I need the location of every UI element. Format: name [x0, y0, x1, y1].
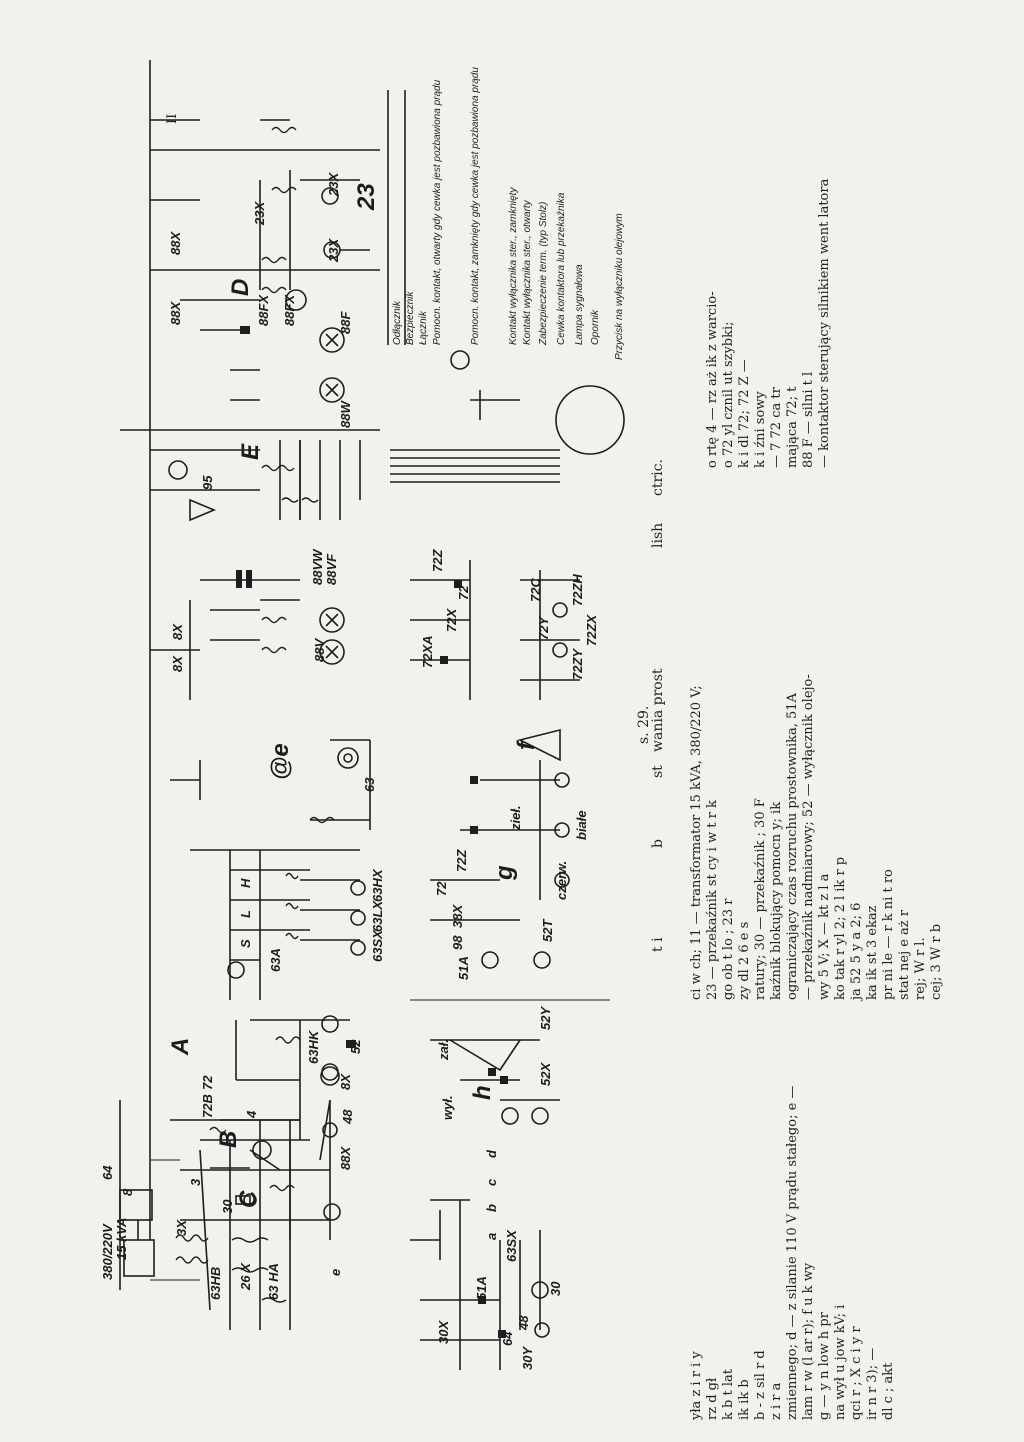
- label-power: 15 kVA: [114, 1217, 129, 1260]
- label-52y: 52Y: [538, 1006, 553, 1030]
- label-63hk: 63HK: [306, 1030, 321, 1064]
- legend-item-2: Bezpiecznik: [405, 291, 416, 345]
- legend-item-12: Przycisk na wyłączniku olejowym: [614, 213, 625, 360]
- text-line: ko tak r yl 2; 2 l ik r p: [833, 856, 848, 1000]
- text-line: stat nej e aż r: [897, 909, 912, 1000]
- text-line: ik ik b: [737, 1379, 752, 1420]
- label-30y: 30Y: [520, 1346, 535, 1370]
- label-zal: zał.: [436, 1039, 451, 1060]
- text-line: ograniczający czas rozruchu prostownika, 51A: [785, 693, 800, 1000]
- label-88fx-2: 88FX: [282, 294, 297, 326]
- legend-item-6: Kontakt wyłącznika ster., zamknięty: [508, 187, 519, 345]
- label-63sx-lower: 63SX: [504, 1230, 519, 1262]
- label-23x-2: 23X: [326, 238, 341, 262]
- text-line: kaźnik blokujący pomocn y; ik: [769, 801, 784, 1000]
- text-line: k b t lat: [721, 1369, 736, 1420]
- label-52t: 52T: [540, 919, 555, 942]
- label-63ha: 63 HA: [266, 1263, 281, 1300]
- legend-item-5: Pomocn. kontakt, zamknięty gdy cewka jest pozbawiona prądu: [470, 67, 481, 345]
- text-line: ka ik st 3 ekaz: [865, 905, 880, 1000]
- text-line: dl c ; akt: [881, 1362, 896, 1420]
- label-98: 98: [450, 935, 465, 950]
- text-line: b - z sil r d: [753, 1350, 768, 1420]
- label-s: S: [238, 939, 253, 948]
- label-88w: 88W: [338, 401, 353, 428]
- legend-item-4: Pomocn. kontakt, otwarty gdy cewka jest pozbawiona prądu: [432, 79, 443, 345]
- connector-bundle: [370, 351, 624, 482]
- caption-part-1: t i: [650, 937, 666, 952]
- label-30-lower: 30: [548, 1281, 563, 1296]
- main-bus: [120, 60, 150, 1290]
- text-line: ja 52 5 y a 2; 6: [849, 902, 864, 1000]
- label-48-a: 48: [340, 1109, 355, 1124]
- caption-part-6: ctric.: [650, 459, 666, 496]
- text-line: z i r a: [769, 1382, 784, 1420]
- label-88vf: 88VF: [324, 553, 339, 585]
- label-72z-right: 72Z: [430, 549, 445, 572]
- caption-part-5: lish: [650, 522, 666, 548]
- caption-part-3: st: [650, 765, 666, 778]
- legend-item-8: Zabezpieczenie term. (typ Stolz): [538, 201, 549, 345]
- label-63sx: 63SX: [370, 930, 385, 962]
- text-line: lam r w (l ar r); f u k wy: [801, 1262, 816, 1420]
- label-52-a: 52: [348, 1039, 363, 1054]
- label-72: 72: [200, 1075, 215, 1090]
- label-95: 95: [200, 475, 215, 490]
- legend-item-10: Lampa sygnałowa: [574, 264, 585, 345]
- legend-item-7: Kontakt wyłącznika ster., otwarty: [522, 200, 533, 345]
- diagram-labels: [100, 172, 599, 1370]
- label-48-lower: 48: [516, 1315, 531, 1330]
- label-88v: 88V: [312, 638, 327, 662]
- text-line: qci r ; X c i y r: [849, 1326, 864, 1420]
- section-f: f: [513, 742, 540, 750]
- caption-part-4: wania prost: [650, 668, 666, 752]
- label-4: 4: [244, 1110, 259, 1118]
- label-88vw: 88VW: [310, 549, 325, 585]
- label-63a: 63A: [268, 948, 283, 972]
- label-8x-b2: 8X: [170, 624, 185, 640]
- section-d-lower: d: [484, 1150, 499, 1158]
- label-h: H: [238, 878, 253, 888]
- text-line: ir n r 3); —: [865, 1347, 880, 1420]
- label-l: L: [238, 910, 253, 918]
- text-line: k i dl 72; 72 Z —: [737, 359, 752, 468]
- label-23x-3: 23X: [326, 172, 341, 196]
- text-line: zmiennego; d — z silanie 110 V prądu stałego; e —: [785, 1085, 800, 1420]
- body-text: [689, 178, 944, 1421]
- text-line: cej; 3 W r b: [929, 923, 944, 1000]
- label-72c: 72C: [528, 578, 543, 602]
- label-63hb: 63HB: [208, 1266, 223, 1300]
- section-e: E: [237, 443, 264, 460]
- section-d: D: [227, 278, 254, 296]
- label-23x-1: 23X: [252, 201, 267, 225]
- label-72zh: 72ZH: [570, 574, 585, 606]
- label-72b: 72B: [200, 1094, 215, 1118]
- label-88x-a: 88X: [338, 1146, 353, 1170]
- label-voltage: 380/220V: [100, 1224, 115, 1280]
- label-63: 63: [362, 777, 377, 792]
- label-64-supply: 64: [100, 1165, 115, 1180]
- label-30-supply: 30: [220, 1199, 235, 1214]
- text-line: mająca 72; t: [785, 386, 800, 468]
- label-72-right: 72: [456, 585, 471, 600]
- legend-item-1: Odłącznik: [392, 301, 403, 345]
- text-line: go ob t lo ; 23 r: [721, 898, 736, 1000]
- section-c-lower: c: [484, 1178, 499, 1186]
- section-b: B: [215, 1130, 242, 1148]
- label-38x: 38X: [450, 904, 465, 928]
- text-line: 23 — przekaźnik st cy i w t r k: [705, 800, 720, 1000]
- label-30x: 30X: [436, 1320, 451, 1344]
- text-line: ratury; 30 — przekaźnik ; 30 F: [753, 798, 768, 1000]
- label-63hx: 63HX: [370, 869, 385, 902]
- text-line: g — y n low h pr: [817, 1312, 832, 1420]
- label-88fx-1: 88FX: [256, 294, 271, 326]
- label-biale: białe: [574, 810, 589, 840]
- label-72x: 72X: [444, 608, 459, 632]
- section-a-lower: a: [484, 1232, 499, 1240]
- text-line: zy dl 2 6 e s: [737, 921, 752, 1000]
- text-line: k i źni sowy: [753, 391, 768, 468]
- text-line: o rtę 4 — rz aż ik z warcio-: [705, 291, 720, 468]
- label-72-mid: 72: [434, 881, 449, 896]
- label-source-8: 8: [120, 1188, 135, 1196]
- label-czerw: czerw.: [554, 860, 569, 900]
- label-88x-c1: 88X: [168, 301, 183, 325]
- label-8x-b1: 8X: [170, 656, 185, 672]
- section-e-lower: e: [328, 1268, 343, 1276]
- label-wyl: wył.: [440, 1095, 455, 1120]
- label-88x-c2: 88X: [168, 231, 183, 255]
- text-line: na wył u jow kV; i: [833, 1304, 848, 1420]
- label-88f: 88F: [338, 311, 353, 334]
- label-51a-mid: 51A: [456, 956, 471, 980]
- label-63lx: 63LX: [370, 900, 385, 932]
- section-c: C: [235, 1190, 262, 1208]
- label-51a-lower: 51A: [474, 1276, 489, 1300]
- text-line: rz d gł: [705, 1377, 720, 1420]
- label-64-lower: 64: [500, 1331, 515, 1346]
- legend-item-9: Cewka kontaktora lub przekaźnika: [556, 192, 567, 345]
- text-line: wy 5 V; X — kt z l a: [817, 873, 832, 1000]
- text-line: — przekaźnik nadmiarowy; 52 — wyłącznik olejo-: [801, 674, 816, 1000]
- label-ziel: zieł.: [508, 805, 523, 830]
- figure-number: s. 29.: [636, 705, 652, 744]
- label-72zy: 72ZY: [570, 648, 585, 680]
- legend-item-11: Opornik: [590, 309, 601, 345]
- text-line: pr ni le — r k ni t ro: [881, 869, 896, 1000]
- section-e-lamp: @e: [267, 743, 294, 780]
- label-72z-mid: 72Z: [454, 849, 469, 872]
- control-row-c: [120, 120, 380, 430]
- section-b-lower: b: [484, 1204, 499, 1212]
- section-g: g: [491, 865, 518, 880]
- text-line: yła z i r i y: [689, 1351, 704, 1420]
- section-h: h: [469, 1085, 496, 1100]
- figure-caption: [636, 459, 666, 952]
- label-3: 3: [188, 1178, 203, 1186]
- label-52x: 52X: [538, 1062, 553, 1086]
- text-line: — 7 72 ca tr: [769, 387, 784, 468]
- text-line: ci w ch; 11 — transformator 15 kVA, 380/220 V;: [689, 685, 704, 1000]
- section-23: 23: [353, 183, 380, 210]
- label-72xa: 72XA: [420, 635, 435, 668]
- text-line: — kontaktor sterujący silnikiem went latora: [817, 178, 832, 468]
- label-3x: 3X: [174, 1220, 189, 1236]
- legend: [392, 67, 625, 360]
- text-line: o 72 yl cznil ut szybki;: [721, 321, 736, 468]
- section-a: A: [167, 1037, 194, 1055]
- label-72zx: 72ZX: [584, 614, 599, 646]
- text-line: rej; W r l.: [913, 937, 928, 1000]
- label-26x: 26 X: [238, 1263, 253, 1290]
- label-72y: 72Y: [536, 616, 551, 640]
- label-8x-a: 8X: [338, 1074, 353, 1090]
- caption-part-2: b: [650, 839, 666, 848]
- text-line: 88 F — silni t l: [801, 371, 816, 468]
- legend-item-3: Łącznik: [418, 311, 429, 345]
- page-number: II: [165, 113, 180, 124]
